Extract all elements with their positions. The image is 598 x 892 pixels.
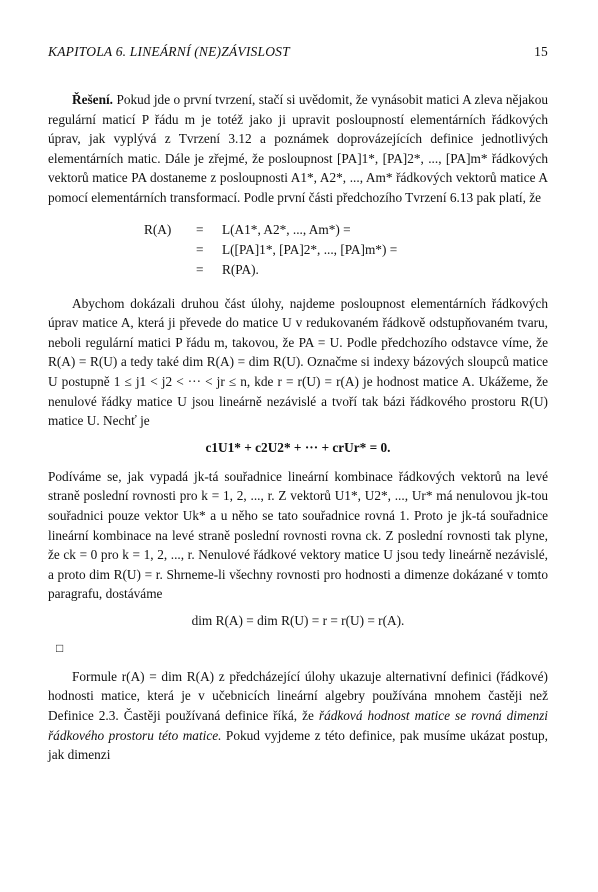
paragraph-3: Podíváme se, jak vypadá jk-tá souřadnice lineární kombinace řádkových vektorů na levé straně poslední rovnosti pro k = 1, 2, ..., r. Z vektorů U1*, U2*, ..., Ur* má nenulovou jk-tou souřadnici pouze vektor Uk* a u něho se tato souřadnice rovná 1. Proto je jk-tá souřadnice lineární kombinace na levé straně poslední rovnosti rovna ck. Z poslední rovnosti tak plyne, že ck = 0 pro k = 1, 2, ..., r. Nenulové řádkové vektory matice U jsou tedy lineárně nezávislé, a proto dim R(U) = r. Shrneme-li všechny rovnosti pro hodnosti a dimenze dokázané v tomto paragrafu, dostáváme	[48, 468, 548, 602]
eq1-r1-rhs: L(A1*, A2*, ..., Am*) =	[222, 221, 351, 237]
eq1-r3-eq: =	[196, 261, 204, 277]
paragraph-4-end: Pokud vyjdeme z této definice, pak musíme ukázat postup, jak dimenzi	[48, 727, 549, 763]
eq1-r2-eq: =	[196, 241, 204, 257]
solution-label: Řešení.	[72, 92, 113, 107]
chapter-title: KAPITOLA 6. LINEÁRNÍ (NE)ZÁVISLOST	[48, 44, 290, 59]
equation-row-space	[144, 220, 548, 280]
paragraph-solution	[48, 90, 548, 208]
paragraph-1-text: Pokud jde o první tvrzení, stačí si uvědomit, že vynásobit matici A zleva nějakou regulární maticí P řádu m je totéž jako ji upravit posloupností elementárních řádkových úprav, jak vyplývá z Tvrzení 3.12 a poznámek doprovázejících definice jednotlivých elementárních matic. Dále je zřejmé, že posloupnost [PA]1*, [PA]2*, ..., [PA]m* řádkových vektorů matice PA dostaneme z posloupnosti A1*, A2*, ..., Am* řádkových vektorů matice A pomocí elementárních transformací. Podle první části předchozího Tvrzení 6.13 pak platí, že	[48, 92, 548, 205]
eq1-r3-lhs	[144, 260, 196, 280]
page	[48, 44, 548, 765]
paragraph-4-start: Formule r(A) = dim R(A) z předcházející úlohy ukazuje alternativní definici (řádkové) hodnosti matice, která je v učebnicích lineární algebry používána mnohem častěji než Definice 2.3. Častěji používaná definice říká, že	[48, 668, 548, 724]
paragraph-2: Abychom dokázali druhou část úlohy, najdeme posloupnost elementárních řádkových úprav matice A, která ji převede do matice U v redukovaném řádkově odstupňovaném tvaru, neboli regulární matici P řádu m, takovou, že PA = U. Podle předchozího odstavce víme, že R(A) = R(U) a tedy také dim R(A) = dim R(U). Označme si indexy bázových sloupců matice U postupně 1 ≤ j1 < j2 < ··· < jr ≤ n, kde r = r(U) = r(A) je hodnost matice A. Ukážeme, že nenulové řádky matice U jsou lineárně nezávislé a tvoří tak bázi řádkového prostoru R(U) matice U. Nechť je	[48, 295, 548, 429]
page-number: 15	[534, 44, 548, 59]
eq1-r1-eq: =	[196, 221, 204, 237]
paragraph-4	[48, 667, 548, 765]
equation-rank-dimension: dim R(A) = dim R(U) = r = r(U) = r(A).	[191, 612, 405, 628]
eq1-r1-lhs: R(A)	[144, 221, 172, 237]
qed-symbol: □	[56, 640, 64, 655]
paragraph-4-italic: řádková hodnost matice se rovná dimenzi řádkového prostoru této matice.	[48, 708, 548, 743]
running-header	[48, 44, 548, 66]
eq1-r2-lhs	[144, 240, 196, 260]
eq1-r3-rhs: R(PA).	[222, 261, 259, 277]
equation-linear-combination: c1U1* + c2U2* + ··· + crUr* = 0.	[205, 439, 391, 455]
eq1-r2-rhs: L([PA]1*, [PA]2*, ..., [PA]m*) =	[222, 241, 398, 257]
